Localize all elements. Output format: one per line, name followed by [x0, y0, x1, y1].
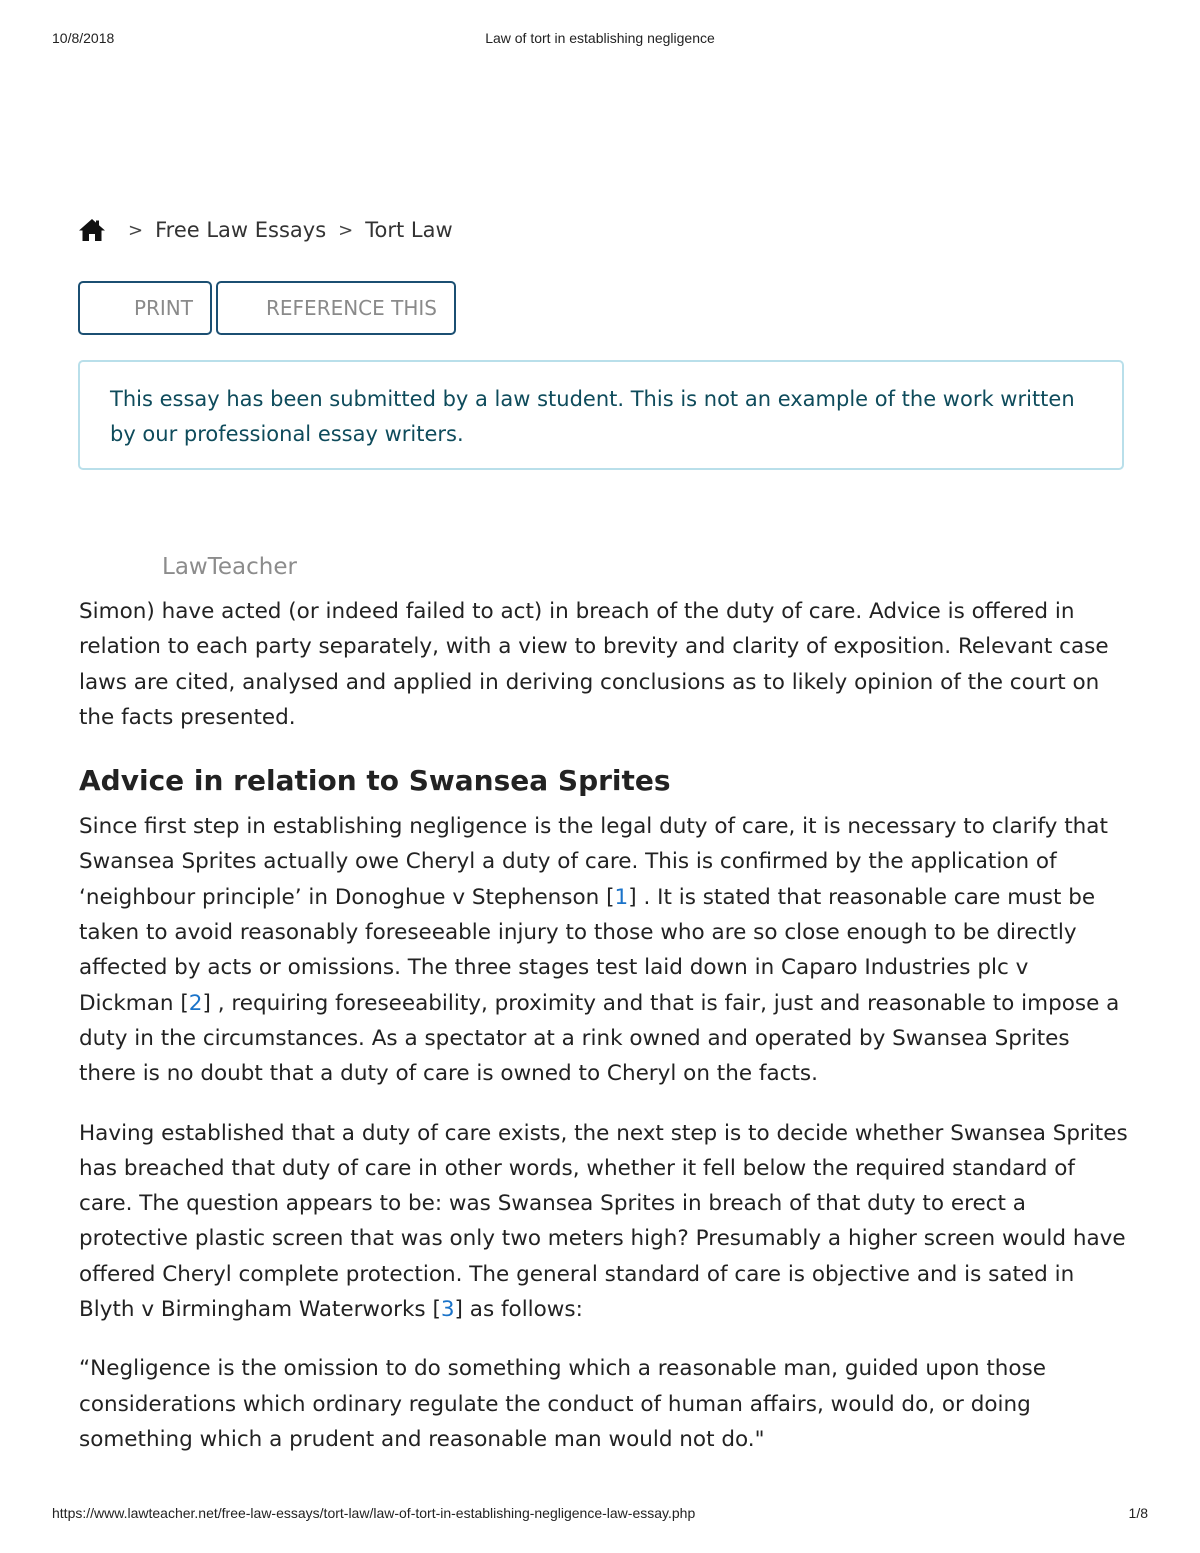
page-url: https://www.lawteacher.net/free-law-essays/tort-law/law-of-tort-in-establishing-negligence-law-essay.php [52, 1505, 696, 1521]
footnote-link-3[interactable]: 3 [440, 1297, 455, 1323]
paragraph-breach [79, 1116, 1129, 1328]
action-buttons [78, 281, 460, 335]
breadcrumb [78, 213, 453, 247]
notice-text: This essay has been submitted by a law student. This is not an example of the work written by our professional essay writers. [110, 387, 1075, 446]
breadcrumb-tort-law[interactable]: Tort Law [365, 218, 453, 242]
paragraph-text: ] as follows: [454, 1297, 583, 1323]
print-button[interactable]: PRINT [78, 281, 212, 335]
print-header [52, 30, 1148, 50]
print-footer [52, 1505, 1148, 1525]
home-icon[interactable] [78, 218, 106, 242]
breadcrumb-separator: > [128, 219, 144, 241]
print-date: 10/8/2018 [52, 30, 115, 46]
paragraph-text: ] , requiring foreseeability, proximity and that is fair, just and reasonable to impose a duty in the circumstances. As a spectator at a rink owned and operated by Swansea Sprites there is no doubt that a duty of care is owned to Cheryl on the facts. [79, 990, 1120, 1087]
breadcrumb-separator: > [338, 219, 354, 241]
intro-paragraph: Simon) have acted (or indeed failed to act) in breach of the duty of care. Advice is offered in relation to each party separately, with a view to brevity and clarity of exposition. Relevant case laws are cited, analysed and applied in deriving conclusions as to likely opinion of the court on the facts presented. [79, 599, 1109, 730]
paragraph-duty-of-care [79, 809, 1129, 1091]
brand-logo-text: LawTeacher [162, 554, 297, 580]
paragraph-text: ] . It is stated that reasonable care must be taken to avoid reasonably foreseeable injury to those who are so close enough to be directly affected by acts or omissions. The three stages test laid down in Caparo Industries plc v Dickman [ [79, 884, 1096, 1016]
page-number: 1/8 [1128, 1505, 1148, 1521]
footnote-link-2[interactable]: 2 [188, 990, 203, 1016]
footnote-link-1[interactable]: 1 [614, 884, 629, 910]
article-body [79, 594, 1129, 1481]
student-essay-notice [78, 360, 1124, 470]
quote-paragraph: “Negligence is the omission to do something which a reasonable man, guided upon those considerations which ordinary regulate the conduct of human affairs, would do, or doing something which a prudent and reasonable man would not do." [79, 1356, 1046, 1452]
breadcrumb-free-law-essays[interactable]: Free Law Essays [155, 218, 327, 242]
paragraph-text: Since first step in establishing negligence is the legal duty of care, it is necessary to clarify that Swansea Sprites actually owe Cheryl a duty of care. This is confirmed by the application of ‘neighbour principle’ in Donoghue v Stephenson [ [79, 814, 1108, 910]
print-title: Law of tort in establishing negligence [485, 30, 715, 46]
paragraph-text: Having established that a duty of care exists, the next step is to decide whether Swansea Sprites has breached that duty of care in other words, whether it fell below the required standard of care. The question appears to be: was Swansea Sprites in breach of that duty to erect a protective plastic screen that was only two meters high? Presumably a higher screen would have offered Cheryl complete protection. The general standard of care is objective and is sated in Blyth v Birmingham Waterworks [ [79, 1120, 1128, 1323]
section-heading: Advice in relation to Swansea Sprites [79, 764, 671, 798]
reference-this-button[interactable]: REFERENCE THIS [216, 281, 456, 335]
